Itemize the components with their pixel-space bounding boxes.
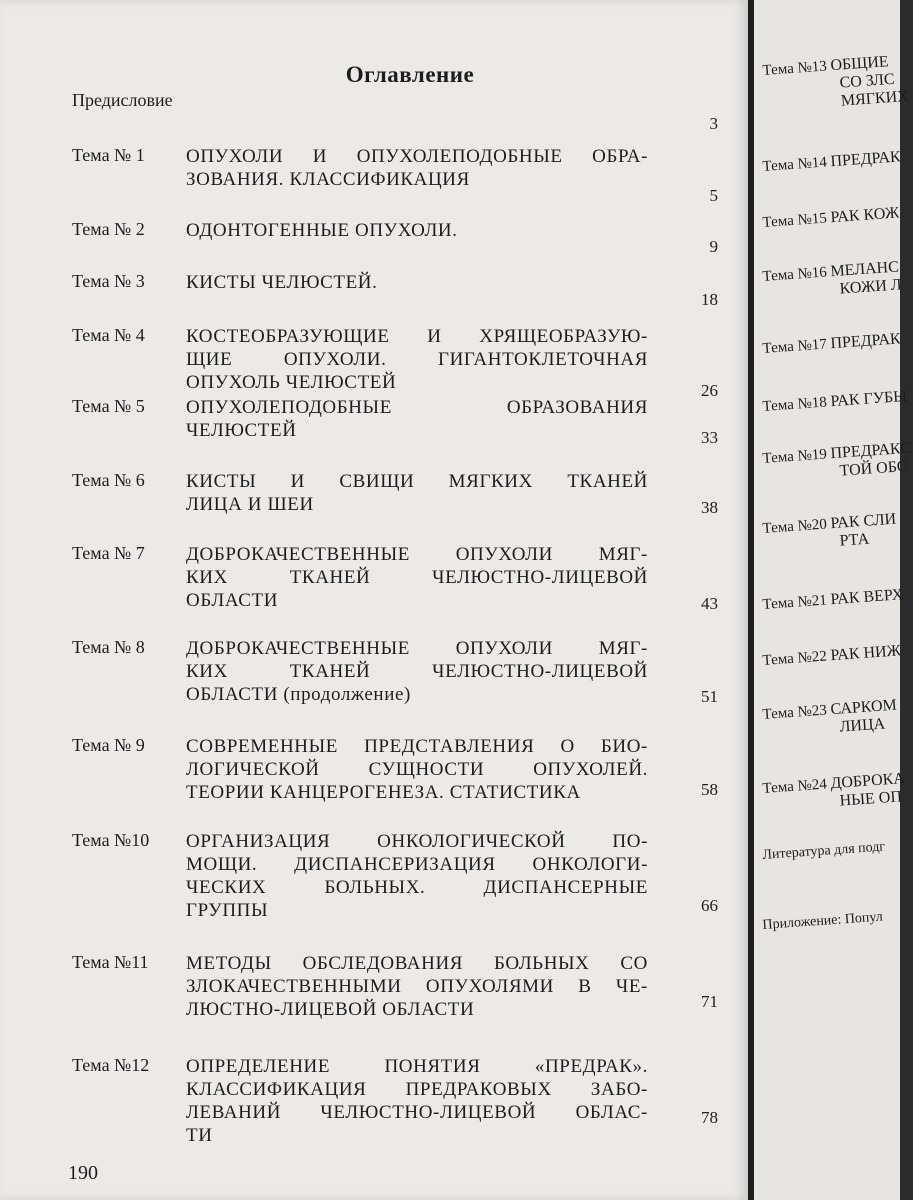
toc-entry-label: Тема №12 bbox=[72, 1055, 150, 1075]
toc-entry-line: КЛАССИФИКАЦИЯ ПРЕДРАКОВЫХ ЗАБО- bbox=[186, 1079, 648, 1100]
toc-entry-title bbox=[186, 325, 648, 394]
toc-entry-line: ЗОВАНИЯ. КЛАССИФИКАЦИЯ bbox=[186, 169, 470, 190]
right-toc-entry-line: РАК НИЖ bbox=[829, 642, 902, 665]
toc-entry-line: ОПУХОЛИ И ОПУХОЛЕПОДОБНЫЕ ОБРА- bbox=[186, 146, 648, 167]
right-toc-entry-line: САРКОМ bbox=[829, 696, 898, 719]
toc-entry-label: Тема № 6 bbox=[72, 470, 145, 490]
right-toc-entry-line: РАК ВЕРХ bbox=[829, 586, 904, 609]
toc-entry-title bbox=[186, 735, 648, 804]
toc-entry-title bbox=[186, 219, 648, 242]
right-toc-entry-line: МЕЛАНС bbox=[829, 258, 900, 281]
toc-entry-line: МОЩИ. ДИСПАНСЕРИЗАЦИЯ ОНКОЛОГИ- bbox=[186, 854, 648, 875]
toc-entry-line: КИСТЫ И СВИЩИ МЯГКИХ ТКАНЕЙ bbox=[186, 471, 648, 492]
toc-entry-line: ГРУППЫ bbox=[186, 900, 269, 921]
preface-label: Предисловие bbox=[72, 90, 173, 110]
toc-entry-line: ЩИЕ ОПУХОЛИ. ГИГАНТОКЛЕТОЧНАЯ bbox=[186, 349, 648, 370]
toc-entry-page: 38 bbox=[701, 498, 718, 517]
right-toc-entry-label: Тема №23 bbox=[762, 702, 832, 723]
toc-entry-title bbox=[186, 637, 648, 706]
right-toc-entry-label: Тема №24 bbox=[762, 776, 832, 797]
toc-entry-page: 78 bbox=[701, 1108, 718, 1127]
toc-entry-line: ЛЕВАНИЙ ЧЕЛЮСТНО-ЛИЦЕВОЙ ОБЛАС- bbox=[186, 1102, 648, 1123]
toc-entry-title bbox=[186, 830, 648, 922]
toc-entry-line: КОСТЕОБРАЗУЮЩИЕ И ХРЯЩЕОБРАЗУЮ- bbox=[186, 326, 648, 347]
toc-entry-page: 9 bbox=[709, 237, 718, 256]
toc-entry-line: КИСТЫ ЧЕЛЮСТЕЙ. bbox=[186, 272, 378, 293]
preface-page: 3 bbox=[709, 114, 718, 133]
right-toc-entry-line: ОБЩИЕ bbox=[829, 53, 890, 75]
right-toc-entry-line: ЛИЦА bbox=[839, 715, 886, 736]
toc-entry-line: ДОБРОКАЧЕСТВЕННЫЕ ОПУХОЛИ МЯГ- bbox=[186, 544, 648, 565]
toc-entry-page: 66 bbox=[701, 896, 718, 915]
toc-entry-line: ОПУХОЛЕПОДОБНЫЕ ОБРАЗОВАНИЯ bbox=[186, 397, 648, 418]
right-toc-entry-label: Тема №19 bbox=[762, 446, 832, 467]
right-toc-entry-line: СО ЗЛС bbox=[839, 70, 896, 92]
toc-entry-line: ОБЛАСТИ (продолжение) bbox=[186, 684, 411, 705]
toc-entry-title bbox=[186, 952, 648, 1021]
right-toc-entry-label: Тема №17 bbox=[762, 336, 832, 357]
literature-entry: Литература для подг bbox=[762, 839, 886, 863]
toc-entry-page: 58 bbox=[701, 780, 718, 799]
right-toc-entry bbox=[762, 52, 909, 116]
toc-entry-title bbox=[186, 271, 648, 294]
toc-entry-label: Тема № 9 bbox=[72, 735, 145, 755]
toc-entry-line: ЛИЦА И ШЕИ bbox=[186, 494, 314, 515]
toc-entry-line: МЕТОДЫ ОБСЛЕДОВАНИЯ БОЛЬНЫХ СО bbox=[186, 953, 648, 974]
toc-entry-title bbox=[186, 1055, 648, 1147]
toc-entry-line: ОПРЕДЕЛЕНИЕ ПОНЯТИЯ «ПРЕДРАК». bbox=[186, 1056, 648, 1077]
right-toc-entry bbox=[762, 388, 908, 416]
toc-entry-line: ОРГАНИЗАЦИЯ ОНКОЛОГИЧЕСКОЙ ПО- bbox=[186, 831, 648, 852]
toc-entry-page: 71 bbox=[701, 992, 718, 1011]
right-toc-entry bbox=[762, 586, 904, 614]
right-toc-entry bbox=[762, 258, 902, 304]
right-toc-entry-label: Тема №22 bbox=[762, 648, 832, 669]
toc-entry-label: Тема № 3 bbox=[72, 271, 145, 291]
right-toc-entry-line: РАК СЛИ bbox=[829, 510, 897, 533]
toc-entry-page: 18 bbox=[701, 290, 718, 309]
right-toc-entry bbox=[762, 642, 902, 670]
toc-entry-line: ЧЕСКИХ БОЛЬНЫХ. ДИСПАНСЕРНЫЕ bbox=[186, 877, 648, 898]
appendix-entry: Приложение: Попул bbox=[762, 909, 884, 933]
toc-entry-label: Тема № 8 bbox=[72, 637, 145, 657]
toc-entry-label: Тема № 4 bbox=[72, 325, 145, 345]
right-toc-entry-label: Тема №18 bbox=[762, 394, 832, 415]
right-toc-entry-line: ДОБРОКА bbox=[829, 770, 906, 793]
toc-entry-line: ЛОГИЧЕСКОЙ СУЩНОСТИ ОПУХОЛЕЙ. bbox=[186, 759, 648, 780]
toc-entry-line: ЛЮСТНО-ЛИЦЕВОЙ ОБЛАСТИ bbox=[186, 999, 475, 1020]
right-toc-entry-line: НЫЕ ОП bbox=[839, 788, 903, 810]
right-toc-entry bbox=[762, 697, 899, 742]
toc-entry-title bbox=[186, 145, 648, 191]
right-toc-entry bbox=[762, 330, 901, 358]
toc-entry-label: Тема № 7 bbox=[72, 543, 145, 563]
toc-entry-line: ТИ bbox=[186, 1125, 213, 1146]
right-page bbox=[754, 0, 912, 1200]
page-folio: 190 bbox=[68, 1162, 98, 1184]
right-toc-entry-label: Тема №21 bbox=[762, 592, 832, 613]
toc-entry-line: КИХ ТКАНЕЙ ЧЕЛЮСТНО-ЛИЦЕВОЙ bbox=[186, 661, 648, 682]
toc-entry-page: 43 bbox=[701, 594, 718, 613]
right-toc-entry bbox=[762, 440, 913, 486]
toc-entry-line: ДОБРОКАЧЕСТВЕННЫЕ ОПУХОЛИ МЯГ- bbox=[186, 638, 648, 659]
right-toc-entry bbox=[762, 511, 898, 556]
right-toc-entry-line: РАК ГУБЫ bbox=[829, 387, 908, 411]
right-toc-entry bbox=[762, 148, 901, 176]
toc-entry-line: КИХ ТКАНЕЙ ЧЕЛЮСТНО-ЛИЦЕВОЙ bbox=[186, 567, 648, 588]
right-toc-entry-line: МЯГКИХ bbox=[840, 87, 910, 110]
toc-entry-label: Тема № 1 bbox=[72, 145, 145, 165]
right-toc-entry-label: Тема №15 bbox=[762, 210, 832, 231]
right-toc-entry-label: Тема №20 bbox=[762, 516, 832, 537]
right-toc-entry-line: ПРЕДРАК bbox=[829, 148, 902, 171]
toc-entry-line: ТЕОРИИ КАНЦЕРОГЕНЕЗА. СТАТИСТИКА bbox=[186, 782, 581, 803]
toc-entry-line: СОВРЕМЕННЫЕ ПРЕДСТАВЛЕНИЯ О БИО- bbox=[186, 736, 648, 757]
toc-entry-line: ОПУХОЛЬ ЧЕЛЮСТЕЙ bbox=[186, 372, 397, 393]
right-toc-entry bbox=[762, 204, 900, 232]
right-toc-entry-line: ТОЙ ОБС bbox=[839, 457, 909, 480]
toc-entry-label: Тема № 2 bbox=[72, 219, 145, 239]
toc-entry-label: Тема №11 bbox=[72, 952, 149, 972]
toc-entry-line: ЗЛОКАЧЕСТВЕННЫМИ ОПУХОЛЯМИ В ЧЕ- bbox=[186, 976, 648, 997]
right-toc-entry-label: Тема №16 bbox=[762, 264, 832, 285]
toc-entry-label: Тема № 5 bbox=[72, 396, 145, 416]
right-toc-entry-line: РТА bbox=[839, 530, 870, 550]
toc-entry-line: ОБЛАСТИ bbox=[186, 590, 279, 611]
right-toc-entry-label: Тема №13 bbox=[762, 58, 832, 79]
right-toc-entry-line: РАК КОЖ bbox=[829, 204, 900, 227]
toc-entry-label: Тема №10 bbox=[72, 830, 150, 850]
right-toc-entry bbox=[762, 770, 907, 816]
right-toc-entry-line: КОЖИ Л bbox=[839, 276, 903, 298]
right-toc-entry-label: Тема №14 bbox=[762, 154, 832, 175]
toc-entry-title bbox=[186, 396, 648, 442]
toc-entry-line: ОДОНТОГЕННЫЕ ОПУХОЛИ. bbox=[186, 220, 458, 241]
toc-entry-line: ЧЕЛЮСТЕЙ bbox=[186, 420, 297, 441]
toc-entry-page: 33 bbox=[701, 428, 718, 447]
toc-entry-title bbox=[186, 470, 648, 516]
toc-entry-title bbox=[186, 543, 648, 612]
toc-entry-page: 51 bbox=[701, 687, 718, 706]
toc-entry-page: 5 bbox=[709, 186, 718, 205]
right-toc-entry-line: ПРЕДРАК bbox=[829, 330, 902, 353]
right-toc-entry-line: ПРЕДРАКС bbox=[829, 439, 912, 463]
toc-heading: Оглавление bbox=[345, 62, 475, 87]
toc-entry-page: 26 bbox=[701, 381, 718, 400]
